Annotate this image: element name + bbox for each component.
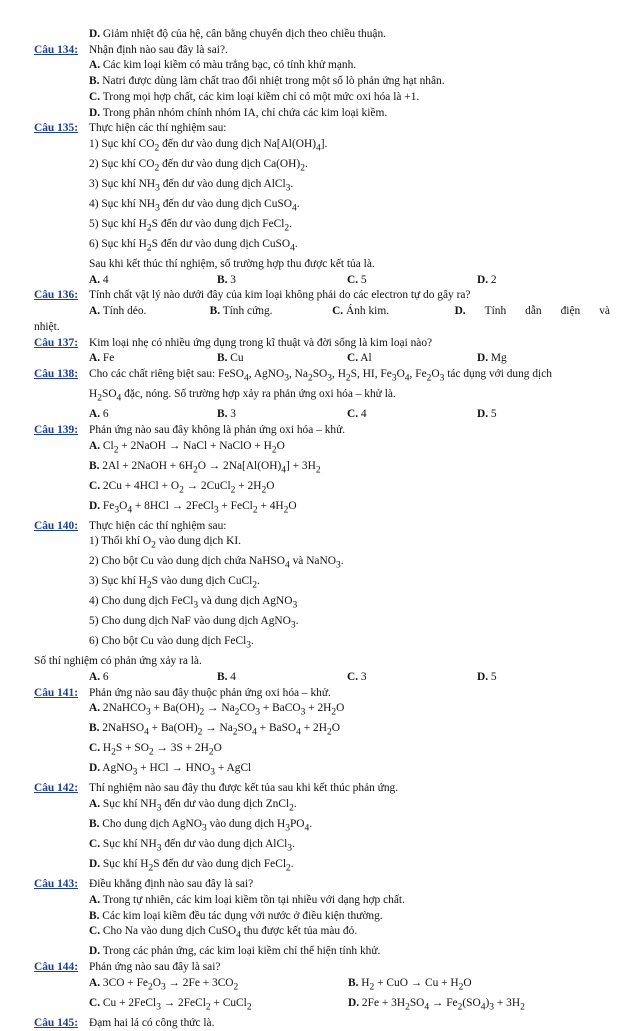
text-line: A. Các kim loại kiềm có màu trắng bạc, có tính khử mạnh. xyxy=(89,59,357,72)
question-number: Câu 134: xyxy=(34,43,78,56)
question-number: Câu 137: xyxy=(34,336,78,349)
question-stem: Điều khẳng định nào sau đây là sai? xyxy=(89,878,254,891)
text-line: B. Cho dung dịch AgNO$_3$ vào dung dịch $H_3PO_4$. xyxy=(89,818,313,834)
text-line: 3) Sục khí $H_2S$ vào dung dịch CuCl$_2$. xyxy=(89,575,260,591)
question-row xyxy=(34,288,610,304)
answer-option: C. Cu + 2FeCl$_3$ → 2FeCl$_2$ + CuCl$_2$ xyxy=(89,996,252,1012)
text-line: D. Sục khí $H_2S$ đến dư vào dung dịch FeCl$_2$. xyxy=(89,858,294,874)
question-row xyxy=(34,686,610,702)
question-stem: Tính chất vật lý nào dưới đây của kim loại không phải do các electron tự do gây ra? xyxy=(89,289,471,302)
text-line: Số thí nghiệm có phản ứng xảy ra là. xyxy=(34,655,202,668)
answer-option: C. Ánh kim. xyxy=(332,305,390,318)
text-line: 5) Cho dung dịch NaF vào dung dịch AgNO$_3$. xyxy=(89,615,299,631)
text-line: B. 2Al + 2NaOH + $6H_2O \to 2Na[Al(OH)_4] + 3H_2$ xyxy=(89,459,321,475)
answer-option: B. Cu xyxy=(217,352,244,365)
text-line: 4) Sục khí $NH_3$ đến dư vào dung dịch CuSO$_4$. xyxy=(89,198,300,214)
question-row xyxy=(34,1016,610,1031)
text-line: B. Các kim loại kiềm đều tác dụng với nước ở điều kiện thường. xyxy=(89,909,383,922)
answer-option: A. 4 xyxy=(89,273,109,286)
text-line: nhiệt. xyxy=(34,320,60,333)
question-row xyxy=(34,877,610,893)
answer-options xyxy=(34,976,610,996)
text-line: C. $H_2S + SO_2 \to 3S + 2H_2O$ xyxy=(89,742,222,758)
option-word: và xyxy=(599,305,610,318)
answer-option: B. 3 xyxy=(217,408,236,421)
text-line: A. Sục khí $NH_3$ đến dư vào dung dịch ZnCl$_2$. xyxy=(89,798,297,814)
text-line: 4) Cho dung dịch FeCl$_3$ và dung dịch AgNO$_3$ xyxy=(89,595,298,611)
answer-options xyxy=(34,996,610,1016)
answer-option: A. $3CO + Fe_2O_3 \to 2Fe + 3CO_2$ xyxy=(89,976,239,992)
text-line: D. Trong các phản ứng, các kim loại kiềm chỉ thể hiện tính khử. xyxy=(89,945,381,958)
question-stem: Thí nghiệm nào sau đây thu được kết tủa sau khi kết thúc phản ứng. xyxy=(89,782,399,795)
question-row xyxy=(34,423,610,439)
question-row xyxy=(34,43,610,59)
option-word: dẫn xyxy=(525,305,542,318)
answer-options xyxy=(34,351,610,367)
text-line: B. 2NaHSO$_4$ + $Ba(OH)_2 \to Na_2SO_4$ + BaSO$_4$ + $2H_2O$ xyxy=(89,722,340,738)
answer-option: D. xyxy=(454,305,466,318)
question-number: Câu 138: xyxy=(34,368,78,381)
question-number: Câu 142: xyxy=(34,782,78,795)
text-line: D. $Fe_3O_4 + 8HCl$ → 2FeCl$_3$ + FeCl$_2$ + $4H_2O$ xyxy=(89,499,297,515)
answer-option: A. 6 xyxy=(89,408,109,421)
question-stem: Đạm hai lá có công thức là. xyxy=(89,1016,215,1029)
text-line: 6) Cho bột Cu vào dung dịch FeCl$_3$. xyxy=(89,635,254,651)
question-row xyxy=(34,121,610,137)
answer-option: B. 4 xyxy=(217,670,236,683)
text-line: B. Natri được dùng làm chất trao đổi nhiệt trong một số lò phản ứng hạt nhân. xyxy=(89,75,445,88)
question-number: Câu 145: xyxy=(34,1016,78,1029)
text-line: C. Cho Na vào dung dịch CuSO$_4$ thu được kết tủa màu đỏ. xyxy=(89,925,358,941)
text-line: $H_2SO_4$ đặc, nóng. Số trường hợp xảy ra phản ứng oxi hóa – khử là. xyxy=(89,388,396,404)
question-stem: Phản ứng nào sau đây là sai? xyxy=(89,960,221,973)
answer-option: D. 5 xyxy=(477,408,497,421)
question-row xyxy=(34,960,610,976)
text-line: Sau khi kết thúc thí nghiệm, số trường hợp thu được kết tủa là. xyxy=(89,258,375,271)
answer-option: A. Tính dẻo. xyxy=(89,305,147,318)
question-stem: Nhận định nào sau đây là sai?. xyxy=(89,43,228,56)
question-stem: Cho các chất riêng biệt sau: FeSO$_4$, AgNO$_3$, $Na_2SO_3$, $H_2S$, HI, $Fe_3O_4$, $Fe_2O_3$ tác dụng với dung dịch xyxy=(89,368,552,384)
question-number: Câu 140: xyxy=(34,519,78,532)
option-word: điện xyxy=(560,305,581,318)
question-row xyxy=(34,781,610,797)
answer-option: B. $H_2$ + CuO → $Cu + H_2O$ xyxy=(348,976,472,992)
text-line: 2) Sục khí $CO_2$ đến dư vào dung dịch $Ca(OH)_2$. xyxy=(89,158,308,174)
text-line: C. Trong mọi hợp chất, các kim loại kiềm chỉ có một mức oxi hóa là +1. xyxy=(89,90,420,103)
question-row xyxy=(34,336,610,352)
text-line: A. $Cl_2$ + 2NaOH → NaCl + NaClO + $H_2O$ xyxy=(89,439,285,455)
answer-option: C. 3 xyxy=(347,670,367,683)
question-number: Câu 135: xyxy=(34,122,78,135)
answer-option: A. Fe xyxy=(89,352,115,365)
question-number: Câu 143: xyxy=(34,878,78,891)
text-line: A. Trong tự nhiên, các kim loại kiềm tồn tại nhiều với dạng hợp chất. xyxy=(89,893,405,906)
question-number: Câu 141: xyxy=(34,686,78,699)
answer-options xyxy=(34,304,610,320)
answer-option: D. Mg xyxy=(477,352,507,365)
question-number: Câu 139: xyxy=(34,423,78,436)
question-number: Câu 136: xyxy=(34,289,78,302)
option-word: Tính xyxy=(484,305,507,318)
answer-option: A. 6 xyxy=(89,670,109,683)
question-row xyxy=(34,519,610,535)
question-number: Câu 144: xyxy=(34,960,78,973)
question-stem: Phản ứng nào sau đây thuộc phản ứng oxi hóa – khử. xyxy=(89,686,331,699)
question-stem: Thực hiện các thí nghiệm sau: xyxy=(89,519,227,532)
text-line: A. 2NaHCO$_3$ + $Ba(OH)_2 \to Na_2CO_3$ + BaCO$_3$ + $2H_2O$ xyxy=(89,702,345,718)
text-line: D. Trong phân nhóm chính nhóm IA, chỉ chứa các kim loại kiềm. xyxy=(89,106,388,119)
answer-options xyxy=(34,407,610,423)
text-line: C. Sục khí $NH_3$ đến dư vào dung dịch AlCl$_3$. xyxy=(89,838,295,854)
answer-option: D. 2 xyxy=(477,273,497,286)
answer-option: B. Tính cứng. xyxy=(209,305,273,318)
text-line: 3) Sục khí $NH_3$ đến dư vào dung dịch AlCl$_3$. xyxy=(89,178,294,194)
answer-options xyxy=(34,273,610,289)
question-stem: Kim loại nhẹ có nhiều ứng dụng trong kĩ thuật và đời sống là kim loại nào? xyxy=(89,336,433,349)
answer-option: D. $2Fe + 3H_2SO_4 \to Fe_2(SO_4)_3 + 3H_2$ xyxy=(348,996,525,1012)
answer-option: D. 5 xyxy=(477,670,497,683)
question-stem: Thực hiện các thí nghiệm sau: xyxy=(89,122,227,135)
text-line: 6) Sục khí $H_2S$ đến dư vào dung dịch CuSO$_4$. xyxy=(89,238,298,254)
answer-options xyxy=(34,670,610,686)
text-line: C. $2Cu + 4HCl + O_2$ → 2CuCl$_2$ + $2H_2O$ xyxy=(89,479,275,495)
answer-option: C. 5 xyxy=(347,273,367,286)
text-line: D. AgNO$_3$ + HCl → $HNO_3$ + AgCl xyxy=(89,762,252,778)
answer-option: B. 3 xyxy=(217,273,236,286)
text-line: 5) Sục khí $H_2S$ đến dư vào dung dịch FeCl$_2$. xyxy=(89,218,292,234)
answer-option: C. Al xyxy=(347,352,372,365)
question-stem: Phản ứng nào sau đây không là phản ứng oxi hóa – khử. xyxy=(89,423,346,436)
text-line: D. Giảm nhiệt độ của hệ, cân bằng chuyển dịch theo chiều thuận. xyxy=(89,28,387,40)
text-line: 2) Cho bột Cu vào dung dịch chứa NaHSO$_4$ và NaNO$_3$. xyxy=(89,555,344,571)
answer-option: C. 4 xyxy=(347,408,367,421)
text-line: 1) Sục khí $CO_2$ đến dư vào dung dịch $Na[Al(OH)_4]$. xyxy=(89,138,328,154)
text-line: 1) Thổi khí $O_2$ vào dung dịch KI. xyxy=(89,535,241,551)
question-row xyxy=(34,367,610,387)
